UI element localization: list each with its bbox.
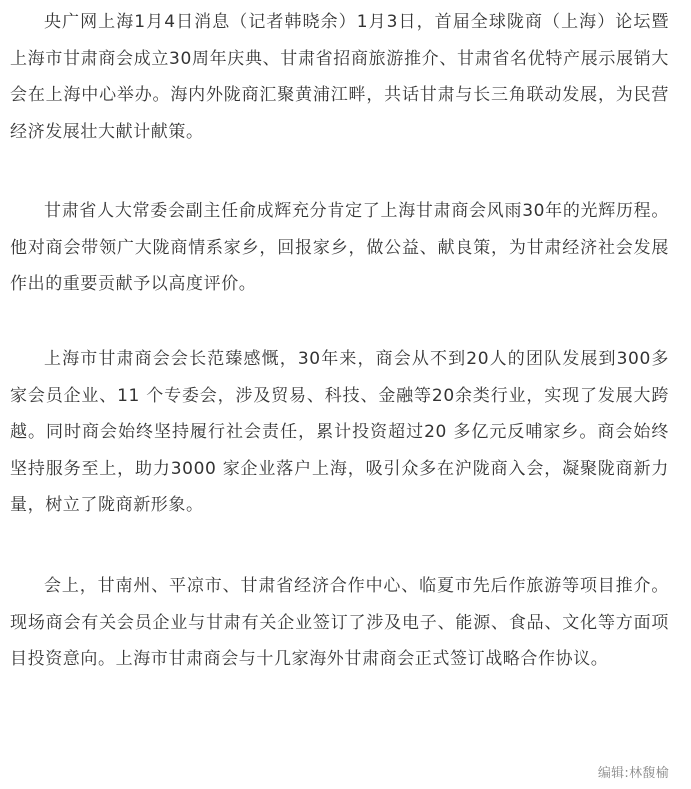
editor-credit: 编辑:林馥榆 — [597, 766, 669, 781]
article-paragraph-4: 会上，甘南州、平凉市、甘肃省经济合作中心、临夏市先后作旅游等项目推介。现场商会有关会员企业与甘肃有关企业签订了涉及电子、能源、食品、文化等方面项目投资意向。上海市甘肃商会与十几家海外甘肃商会正式签订战略合作协议。 — [10, 576, 669, 669]
article-paragraph-1: 央广网上海1月4日消息（记者韩晓余）1月3日，首届全球陇商（上海）论坛暨上海市甘肃商会成立30周年庆典、甘肃省招商旅游推介、甘肃省名优特产展示展销大会在上海中心举办。海内外陇商汇聚黄浦江畔，共话甘肃与长三角联动发展，为民营经济发展壮大献计献策。 — [10, 12, 669, 142]
article-paragraph-3: 上海市甘肃商会会长范臻感慨，30年来，商会从不到20人的团队发展到300多家会员企业、11 个专委会，涉及贸易、科技、金融等20余类行业，实现了发展大跨越。同时商会始终坚持履行社会责任，累计投资超过20 多亿元反哺家乡。商会始终坚持服务至上，助力3000 家企业落户上海，吸引众多在沪陇商入会，凝聚陇商新力量，树立了陇商新形象。 — [10, 349, 669, 515]
article-paragraph-2: 甘肃省人大常委会副主任俞成辉充分肯定了上海甘肃商会风雨30年的光辉历程。他对商会带领广大陇商情系家乡，回报家乡，做公益、献良策，为甘肃经济社会发展作出的重要贡献予以高度评价。 — [10, 201, 669, 294]
